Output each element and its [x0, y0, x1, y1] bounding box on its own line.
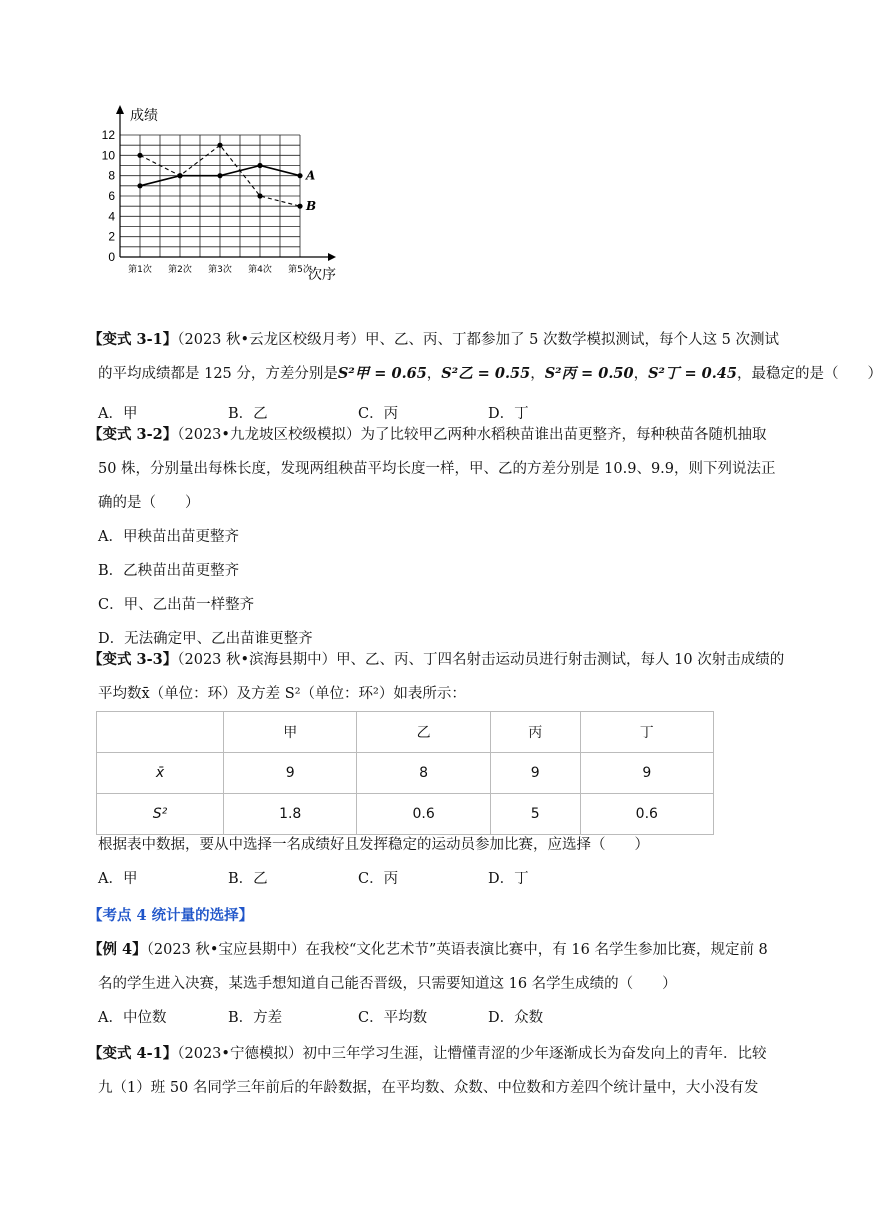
table-header-cell: 丁	[580, 712, 713, 753]
y-tick-label: 2	[108, 229, 115, 244]
option-c[interactable]: C．甲、乙出苗一样整齐	[98, 597, 255, 613]
question-3-3-cont	[88, 828, 788, 896]
option-d[interactable]: D．众数	[488, 1010, 544, 1026]
table-cell	[97, 712, 224, 753]
option-a[interactable]: A．甲	[98, 406, 138, 422]
y-tick-label: 6	[108, 189, 115, 203]
option-d[interactable]: D．丁	[488, 406, 529, 422]
question-text-line2: 九（1）班 50 名同学三年前后的年龄数据，在平均数、众数、中位数和方差四个统计量中，大小没有发	[98, 1080, 759, 1096]
y-tick-label: 10	[101, 148, 115, 163]
question-text-line1: （2023 秋•滨海县期中）甲、乙、丙、丁四名射击运动员进行射击测试，每人 10 次射击成绩的	[177, 652, 785, 668]
row-label-mean: x̄	[97, 753, 224, 794]
table-header-cell: 丙	[490, 712, 580, 753]
data-point-A	[297, 173, 302, 178]
series-label: B	[306, 199, 317, 214]
options	[88, 862, 788, 896]
row-label-variance: S²	[97, 794, 224, 835]
question-text-line1: （2023 秋•云龙区校级月考）甲、乙、丙、丁都参加了 5 次数学模拟测试，每个人这 5 次测试	[177, 332, 779, 348]
option-c[interactable]: C．平均数	[358, 1010, 428, 1026]
example-4	[88, 933, 788, 1035]
option-a[interactable]: A．甲	[98, 871, 138, 887]
table-cell: 0.6	[580, 794, 713, 835]
x-tick-label: 第2次	[168, 265, 192, 275]
option-b[interactable]: B．乙秧苗出苗更整齐	[98, 563, 240, 579]
variance-bing: S²丙 = 0.50	[544, 365, 634, 382]
option-b[interactable]: B．乙	[228, 406, 268, 422]
y-tick-label: 0	[108, 250, 115, 264]
table-header-row	[97, 712, 714, 753]
question-tag: 【变式 3-1】	[88, 331, 178, 348]
question-tag: 【变式 4-1】	[88, 1045, 178, 1062]
y-tick-label: 12	[101, 128, 115, 142]
question-text-line1: （2023•九龙坡区校级模拟）为了比较甲乙两种水稻秧苗谁出苗更整齐，每种秧苗各随机抽取	[177, 427, 767, 443]
question-3-1: 【变式 3-1】（2023 秋•云龙区校级月考）甲、乙、丙、丁都参加了 5 次数学模拟测试，每个人这 5 次测试 的平均成绩都是 125 分，方差分别是S²甲 = 0.65，S²乙 = 0.55，S²丙 = 0.50，S²丁 = 0.45，最稳定的是（ ） A．甲 B．乙 C．丙 D．丁	[88, 323, 788, 431]
question-text-line3: 确的是（ ）	[98, 495, 200, 511]
question-text-line2b: ，最稳定的是（ ）	[736, 366, 882, 382]
stats-table	[96, 711, 714, 835]
table-header-cell: 甲	[224, 712, 357, 753]
x-tick-label: 第3次	[208, 265, 232, 275]
x-tick-label: 第4次	[248, 265, 272, 275]
question-tag: 【变式 3-3】	[88, 651, 178, 668]
table-cell: 1.8	[224, 794, 357, 835]
option-c[interactable]: C．丙	[358, 406, 399, 422]
variance-jia: S²甲 = 0.65	[337, 365, 427, 382]
variance-ding: S²丁 = 0.45	[648, 365, 737, 382]
y-tick-label: 4	[108, 209, 115, 224]
question-3-3	[88, 643, 788, 711]
question-text-line3: 根据表中数据，要从中选择一名成绩好且发挥稳定的运动员参加比赛，应选择（ ）	[98, 837, 649, 853]
option-d[interactable]: D．无法确定甲、乙出苗谁更整齐	[98, 631, 313, 647]
question-3-2	[88, 418, 788, 656]
y-tick-label: 8	[108, 168, 115, 183]
option-a[interactable]: A．甲秧苗出苗更整齐	[98, 529, 239, 545]
question-tag: 【例 4】	[88, 941, 147, 958]
score-chart	[100, 100, 360, 290]
y-axis-arrow	[116, 105, 124, 114]
table-cell: 8	[357, 753, 490, 794]
option-c[interactable]: C．丙	[358, 871, 399, 887]
line-chart	[100, 100, 360, 290]
series-label: A	[306, 168, 316, 183]
section-heading: 【考点 4 统计量的选择】	[88, 907, 254, 924]
table-row	[97, 753, 714, 794]
table-cell: 0.6	[357, 794, 490, 835]
data-point-B	[297, 204, 302, 209]
question-text-line2a: 的平均成绩都是 125 分，方差分别是	[98, 366, 338, 382]
question-text-line1: （2023 秋•宝应县期中）在我校“文化艺术节”英语表演比赛中，有 16 名学生参加比赛，规定前 8	[146, 942, 768, 958]
variance-yi: S²乙 = 0.55	[441, 365, 531, 382]
data-point-B	[257, 193, 262, 198]
x-tick-label: 第5次	[288, 265, 312, 275]
x-tick-label: 第1次	[128, 265, 152, 275]
option-b[interactable]: B．方差	[228, 1010, 283, 1026]
table-header-cell: 乙	[357, 712, 490, 753]
option-b[interactable]: B．乙	[228, 871, 268, 887]
question-text-line2: 名的学生进入决赛，某选手想知道自己能否晋级，只需要知道这 16 名学生成绩的（ ）	[98, 976, 677, 992]
data-point-A	[217, 173, 222, 178]
table-cell: 9	[580, 753, 713, 794]
question-text-line1: （2023•宁德模拟）初中三年学习生涯，让懵懂青涩的少年逐渐成长为奋发向上的青年．比较	[177, 1046, 767, 1062]
x-axis-arrow	[328, 253, 336, 261]
data-point-B	[177, 173, 182, 178]
question-tag: 【变式 3-2】	[88, 426, 178, 443]
question-text-line2: 50 株，分别量出每株长度，发现两组秧苗平均长度一样，甲、乙的方差分别是 10.9、9.9，则下列说法正	[98, 461, 776, 477]
question-text-line2: 平均数x̄（单位：环）及方差 S²（单位：环²）如表所示：	[98, 686, 466, 702]
option-a[interactable]: A．中位数	[98, 1010, 167, 1026]
table-cell: 5	[490, 794, 580, 835]
table-cell: 9	[224, 753, 357, 794]
data-point-B	[217, 143, 222, 148]
y-axis-label: 成绩	[130, 108, 158, 124]
table-cell: 9	[490, 753, 580, 794]
question-4-1	[88, 1037, 788, 1105]
option-d[interactable]: D．丁	[488, 871, 529, 887]
data-point-B	[137, 153, 142, 158]
options	[88, 1001, 788, 1035]
data-point-A	[137, 183, 142, 188]
x-axis-label: 次序	[308, 267, 336, 283]
data-point-A	[257, 163, 262, 168]
